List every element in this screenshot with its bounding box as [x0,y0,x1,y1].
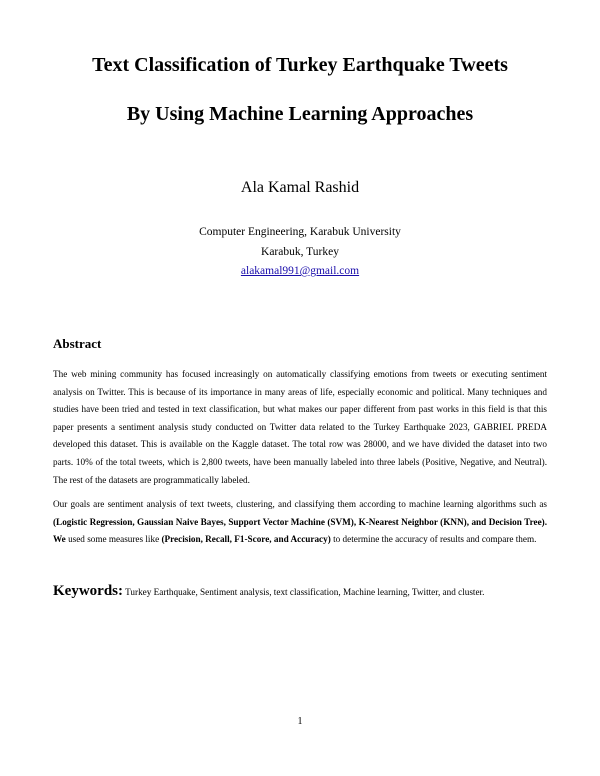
page-number: 1 [297,716,303,727]
abstract-heading: Abstract [53,336,102,351]
abstract-paragraph-2 [53,496,547,549]
abstract-p2-algorithms: (Logistic Regression, Gaussian Naive Bayes, Support Vector Machine (SVM), K-Nearest Neighbor (KNN), and Decision Tree). We [53,516,547,545]
abstract-p2-text-a: Our goals are sentiment analysis of text tweets, clustering, and classifying them according to machine learning algorithms such as [53,499,547,509]
keywords-label: Keywords: [53,583,123,599]
abstract-p2-measures: (Precision, Recall, F1-Score, and Accuracy) [161,534,331,545]
paper-title-line2: By Using Machine Learning Approaches [126,103,474,125]
author-email-link[interactable]: alakamal991@gmail.com [240,265,360,277]
abstract-p2-text-e: to determine the accuracy of results and compare them. [330,534,537,545]
author-email-line [0,264,600,278]
keywords-line [53,581,547,602]
keywords-text: Turkey Earthquake, Sentiment analysis, text classification, Machine learning, Twitter, and cluster. [123,587,485,597]
author-location: Karabuk, Turkey [261,246,339,258]
abstract-paragraph-1: The web mining community has focused increasingly on automatically classifying emotions from tweets or executing sentiment analysis on Twitter. This is because of its importance in many areas of life, especially economic and political. Many techniques and studies have been tried and tested in text classification, but what makes our paper different from past works in this field is that this paper presents a sentiment analysis study conducted on Twitter data related to the Turkey Earthquake 2023, GABRIEL PREDA developed this dataset. This is available on the Kaggle dataset. The total row was 28000, and we have divided the dataset into two parts. 10% of the total tweets, which is 2,800 tweets, have been manually labeled into three labels (Positive, Negative, and Neutral). The rest of the datasets are programmatically labeled. [53,369,547,485]
paper-title-line1: Text Classification of Turkey Earthquake Tweets [92,54,508,76]
author-affiliation: Computer Engineering, Karabuk University [199,226,401,238]
author-name: Ala Kamal Rashid [240,179,360,196]
abstract-p2-text-c: used some measures like [65,534,162,545]
